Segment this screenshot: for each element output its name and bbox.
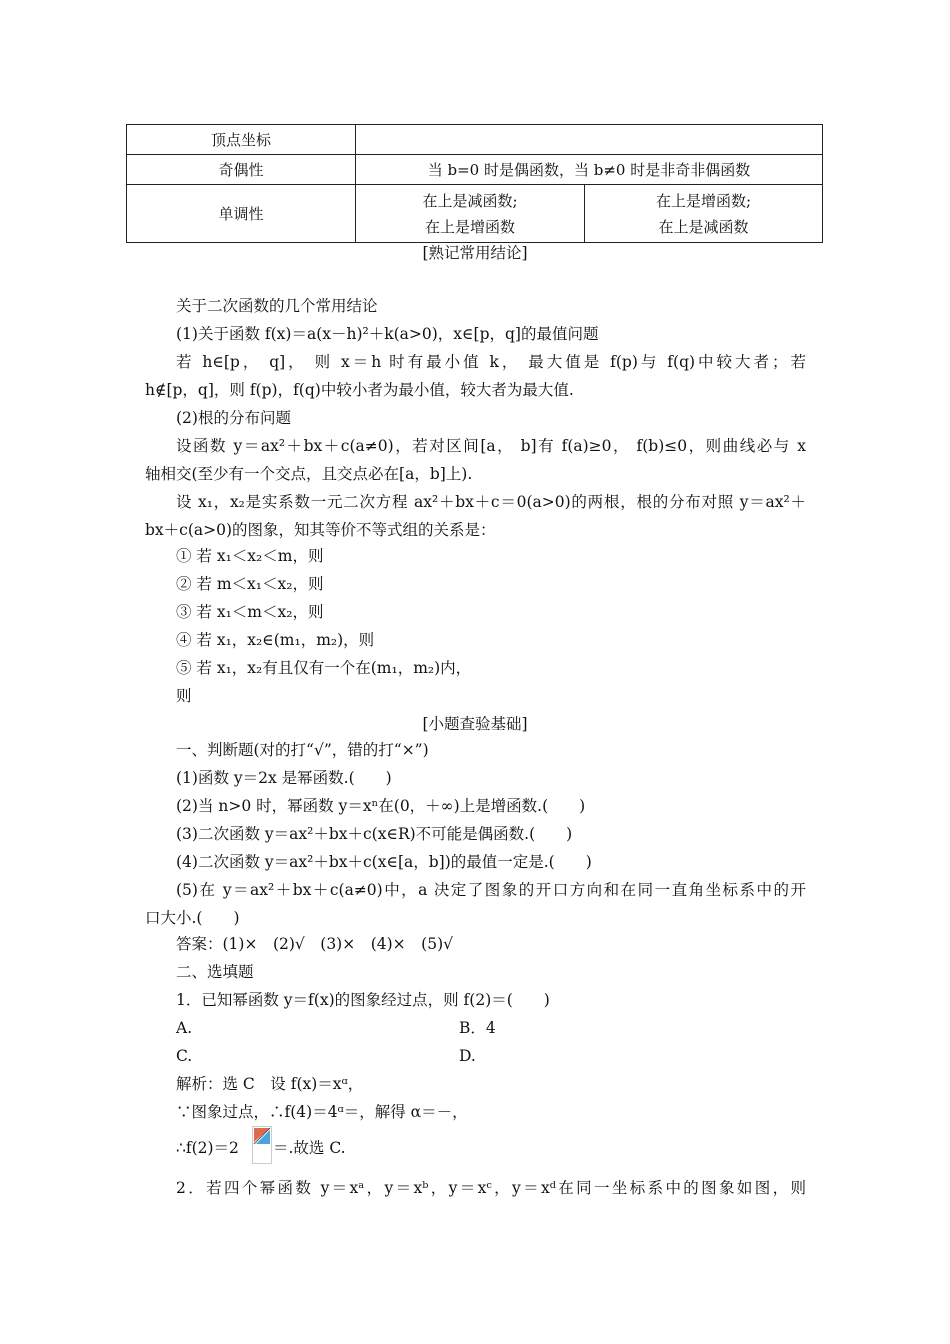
parity-value: 当 b=0 时是偶函数，当 b≠0 时是非奇非偶函数: [356, 155, 823, 185]
solution-line-2: ∵图象过点，∴f(4)＝4ᵅ＝，解得 α＝－，: [176, 1103, 468, 1121]
conclusion-1-line2: h∉[p，q]，则 f(p)，f(q)中较小者为最小值，较大者为最大值.: [145, 381, 574, 399]
table-row-parity: [127, 155, 823, 185]
solution-line-1: 解析：选 C 设 f(x)＝xᵅ，: [176, 1075, 364, 1093]
option-c: C.: [176, 1047, 193, 1065]
monotonicity-a-negative: [585, 185, 823, 243]
conclusion-1-title: (1)关于函数 f(x)＝a(x－h)²＋k(a>0)，x∈[p，q]的最值问题: [176, 325, 599, 343]
judge-question-1: (1)函数 y＝2x 是幂函数.( ): [176, 769, 392, 787]
solution-line-3a: ∴f(2)＝2: [176, 1139, 239, 1157]
conclusions-intro: 关于二次函数的几个常用结论: [176, 297, 378, 315]
section-heading-remember: [熟记常用结论]: [422, 244, 528, 262]
section-heading-quiz: [小题查验基础]: [422, 715, 528, 733]
parity-label: 奇偶性: [127, 155, 356, 185]
monotonicity-right-line1: 在上是增函数;: [655, 191, 752, 210]
option-d: D.: [459, 1047, 476, 1065]
quiz-part2-title: 二、选填题: [176, 963, 254, 981]
root-case-5: ⑤ 若 x₁，x₂有且仅有一个在(m₁，m₂)内，: [176, 659, 472, 677]
root-case-4: ④ 若 x₁，x₂∈(m₁，m₂)，则: [176, 631, 375, 649]
quiz-part1-title: 一、判断题(对的打“√”，错的打“×”): [176, 741, 429, 759]
judge-question-2: (2)当 n>0 时，幂函数 y＝xⁿ在(0，＋∞)上是增函数.( ): [176, 797, 586, 815]
choice-question-2: 2．若四个幂函数 y＝xᵃ，y＝xᵇ，y＝xᶜ，y＝xᵈ在同一坐标系中的图象如图，则: [176, 1179, 806, 1197]
root-case-1: ① 若 x₁＜x₂＜m，则: [176, 547, 324, 565]
monotonicity-right-line2: 在上是减函数: [658, 217, 749, 236]
conclusion-2-line4: bx＋c(a>0)的图象，知其等价不等式组的关系是：: [145, 521, 496, 539]
conclusion-1-line1: 若 h∈[p， q]， 则 x＝h 时有最小值 k， 最大值是 f(p)与 f(q)中较大者；若: [176, 353, 806, 371]
judge-question-4: (4)二次函数 y＝ax²＋bx＋c(x∈[a，b])的最值一定是.( ): [176, 853, 592, 871]
quadratic-properties-table: [126, 124, 823, 243]
root-case-2: ② 若 m＜x₁＜x₂，则: [176, 575, 324, 593]
table-row-vertex: [127, 125, 823, 155]
monotonicity-a-positive: [356, 185, 585, 243]
vertex-label: 顶点坐标: [127, 125, 356, 155]
choice-question-1: 1．已知幂函数 y＝f(x)的图象经过点，则 f(2)＝( ): [176, 991, 550, 1009]
root-case-3: ③ 若 x₁＜m＜x₂，则: [176, 603, 324, 621]
conclusion-2-line1: 设函数 y＝ax²＋bx＋c(a≠0)，若对区间[a， b]有 f(a)≥0， f(b)≤0，则曲线必与 x: [176, 437, 806, 455]
judge-answers: 答案：(1)× (2)√ (3)× (4)× (5)√: [176, 935, 453, 953]
broken-image-icon: [252, 1126, 272, 1164]
option-a: A.: [176, 1019, 193, 1037]
judge-question-3: (3)二次函数 y＝ax²＋bx＋c(x∈R)不可能是偶函数.( ): [176, 825, 573, 843]
judge-question-5-line2: 口大小.( ): [145, 909, 240, 927]
monotonicity-left-line1: 在上是减函数;: [422, 191, 518, 210]
option-b: B．4: [459, 1019, 496, 1037]
monotonicity-label: 单调性: [127, 185, 356, 243]
conclusion-2-line3: 设 x₁，x₂是实系数一元二次方程 ax²＋bx＋c＝0(a>0)的两根，根的分布对照 y＝ax²＋: [176, 493, 806, 511]
solution-line-3b: ＝.故选 C.: [273, 1139, 346, 1157]
judge-question-5-line1: (5)在 y＝ax²＋bx＋c(a≠0)中，a 决定了图象的开口方向和在同一直角坐标系中的开: [176, 881, 806, 899]
conclusion-2-title: (2)根的分布问题: [176, 409, 291, 427]
monotonicity-left-line2: 在上是增函数: [424, 217, 515, 236]
vertex-value: [356, 125, 823, 155]
conclusion-2-line2: 轴相交(至少有一个交点，且交点必在[a，b]上).: [145, 465, 473, 483]
root-case-5-continued: 则: [176, 687, 192, 705]
table-row-monotonicity: [127, 185, 823, 243]
